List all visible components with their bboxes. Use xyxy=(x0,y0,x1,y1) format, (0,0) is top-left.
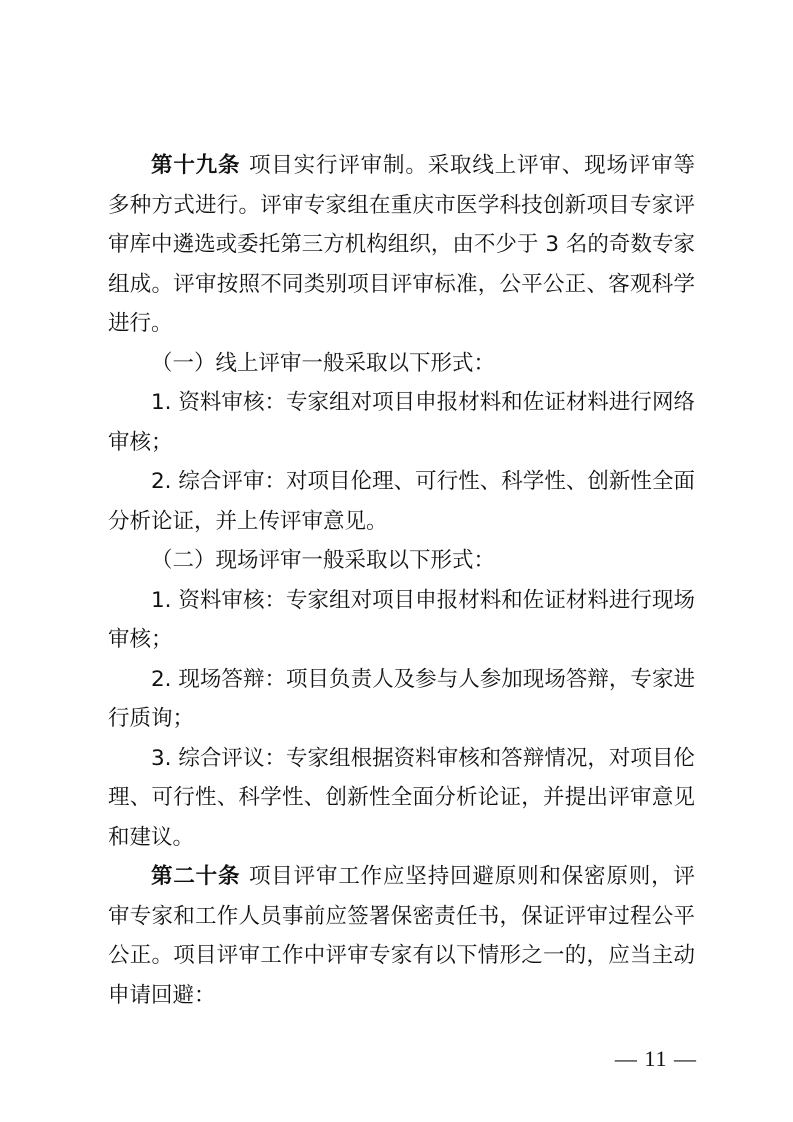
onsite-review-item-1: 1. 资料审核：专家组对项目申报材料和佐证材料进行现场审核； xyxy=(108,587,695,652)
online-review-item-2: 2. 综合评审：对项目伦理、可行性、科学性、创新性全面分析论证，并上传评审意见。 xyxy=(108,469,695,534)
article-19-paragraph xyxy=(108,146,695,344)
onsite-review-item-2: 2. 现场答辩：项目负责人及参与人参加现场答辩，专家进行质询； xyxy=(108,666,695,731)
document-body xyxy=(108,146,695,1015)
article-19-heading: 第十九条 xyxy=(151,153,241,178)
article-20-heading: 第二十条 xyxy=(151,864,241,889)
article-19-text: 项目实行评审制。采取线上评审、现场评审等多种方式进行。评审专家组在重庆市医学科技创新项目专家评审库中遴选或委托第三方机构组织，由不少于 3 名的奇数专家组成。评审按照不同类别项目评审标准，公平公正、客观科学进行。 xyxy=(108,153,695,336)
online-review-heading: （一）线上评审一般采取以下形式： xyxy=(151,350,496,376)
article-20-text: 项目评审工作应坚持回避原则和保密原则，评审专家和工作人员事前应签署保密责任书，保证评审过程公平公正。项目评审工作中评审专家有以下情形之一的，应当主动申请回避： xyxy=(108,864,695,1008)
page-number: — 11 — xyxy=(614,1046,697,1071)
article-20-paragraph xyxy=(108,857,695,1015)
onsite-review-heading: （二）现场评审一般采取以下形式： xyxy=(151,548,496,573)
online-review-item-1: 1. 资料审核：专家组对项目申报材料和佐证材料进行网络审核； xyxy=(108,390,695,455)
onsite-review-item-3: 3. 综合评议：专家组根据资料审核和答辩情况，对项目伦理、可行性、科学性、创新性全面分析论证，并提出评审意见和建议。 xyxy=(108,745,695,850)
